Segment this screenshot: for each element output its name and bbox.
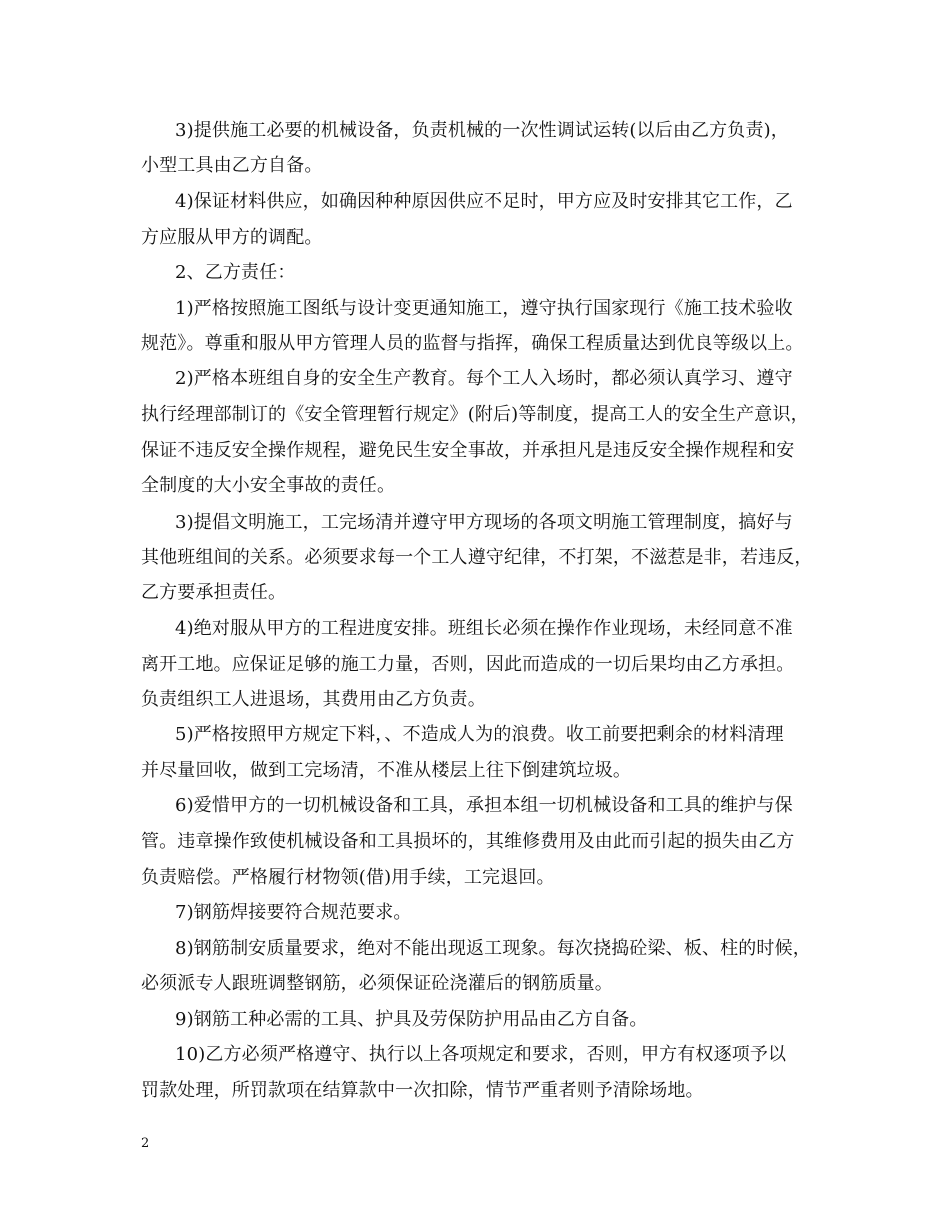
text-line: 3)提倡文明施工，工完场清并遵守甲方现场的各项文明施工管理制度，搞好与 [175, 512, 793, 533]
text-line: 执行经理部制订的《安全管理暂行规定》(附后)等制度，提高工人的安全生产意识， [141, 404, 809, 425]
text-line: 1)严格按照施工图纸与设计变更通知施工，遵守执行国家现行《施工技术验收 [175, 298, 793, 319]
text-line: 7)钢筋焊接要符合规范要求。 [175, 902, 412, 923]
text-line: 4)保证材料供应，如确因种种原因供应不足时，甲方应及时安排其它工作，乙 [175, 191, 793, 212]
text-line: 保证不违反安全操作规程，避免民生安全事故，并承担凡是违反安全操作规程和安 [141, 440, 795, 461]
text-line: 必须派专人跟班调整钢筋，必须保证砼浇灌后的钢筋质量。 [141, 973, 613, 994]
page-number: 2 [141, 1136, 150, 1151]
section-heading: 2、乙方责任： [175, 262, 296, 283]
text-line: 4)绝对服从甲方的工程进度安排。班组长必须在操作作业现场，未经同意不准 [175, 618, 793, 639]
text-line: 乙方要承担责任。 [141, 582, 287, 603]
text-line: 8)钢筋制安质量要求，绝对不能出现返工现象。每次挠捣砼梁、板、柱的时候， [175, 938, 811, 959]
text-line: 小型工具由乙方自备。 [141, 155, 323, 176]
text-line: 罚款处理，所罚款项在结算款中一次扣除，情节严重者则予清除场地。 [141, 1080, 704, 1101]
text-line: 负责赔偿。严格履行材物领(借)用手续，工完退回。 [141, 867, 555, 888]
text-line: 6)爱惜甲方的一切机械设备和工具，承担本组一切机械设备和工具的维护与保 [175, 795, 793, 816]
text-line: 全制度的大小安全事故的责任。 [141, 475, 396, 496]
text-line: 5)严格按照甲方规定下料，、不造成人为的浪费。收工前要把剩余的材料清理 [175, 724, 784, 745]
text-line: 离开工地。应保证足够的施工力量，否则，因此而造成的一切后果均由乙方承担。 [141, 654, 795, 675]
text-line: 并尽量回收，做到工完场清，不准从楼层上往下倒建筑垃圾。 [141, 760, 632, 781]
text-line: 3)提供施工必要的机械设备，负责机械的一次性调试运转(以后由乙方负责)， [175, 120, 789, 141]
text-line: 其他班组间的关系。必须要求每一个工人遵守纪律，不打架，不滋惹是非，若违反， [141, 547, 813, 568]
text-line: 10)乙方必须严格遵守、执行以上各项规定和要求，否则，甲方有权逐项予以 [175, 1044, 787, 1065]
text-line: 管。违章操作致使机械设备和工具损坏的，其维修费用及由此而引起的损失由乙方 [141, 831, 795, 852]
text-line: 方应服从甲方的调配。 [141, 227, 323, 248]
text-line: 2)严格本班组自身的安全生产教育。每个工人入场时，都必须认真学习、遵守 [175, 368, 793, 389]
text-line: 9)钢筋工种必需的工具、护具及劳保防护用品由乙方自备。 [175, 1009, 648, 1030]
text-line: 规范》。尊重和服从甲方管理人员的监督与指挥，确保工程质量达到优良等级以上。 [141, 333, 804, 354]
text-line: 负责组织工人进退场，其费用由乙方负责。 [141, 689, 486, 710]
